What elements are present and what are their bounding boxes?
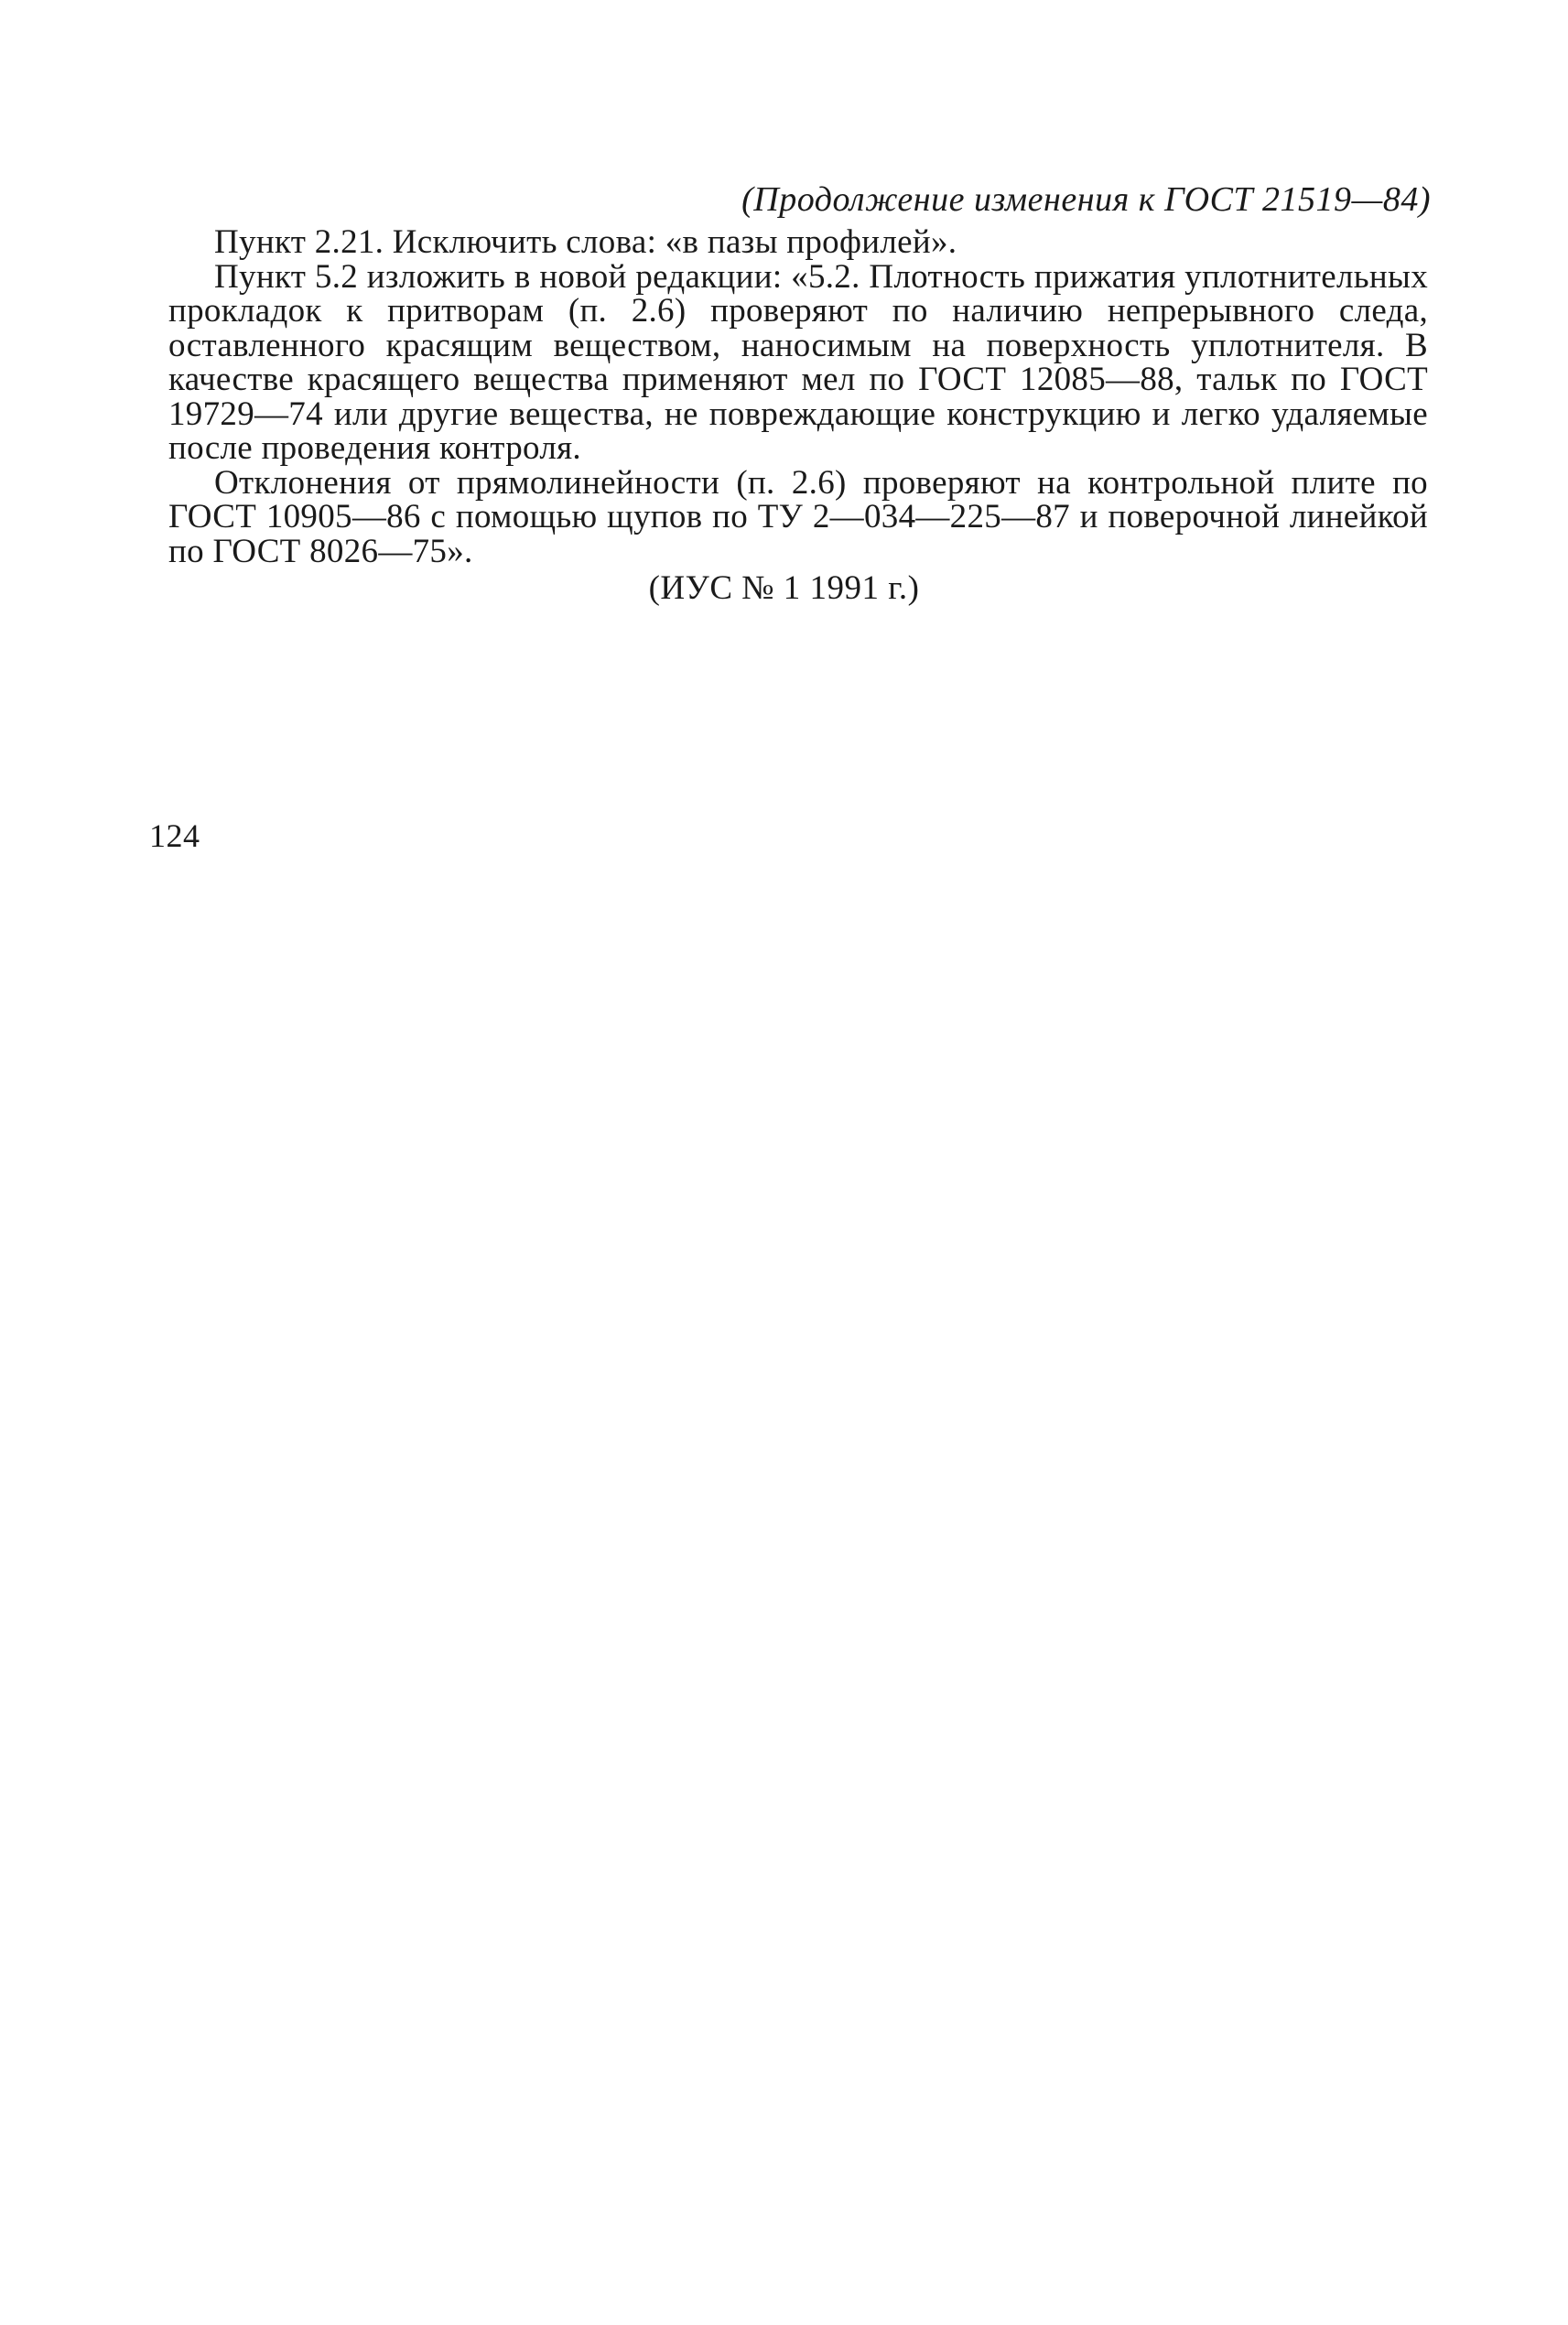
document-body: [168, 225, 1428, 568]
continuation-header: (Продолжение изменения к ГОСТ 21519—84): [741, 180, 1431, 219]
paragraph-point-2-21: Пункт 2.21. Исключить слова: «в пазы профилей».: [214, 223, 957, 261]
paragraph-point-5-2: Пункт 5.2 изложить в новой редакции: «5.2. Плотность прижатия уплотнительных прокладок к притворам (п. 2.6) проверяют по наличию непрерывного следа, оставленного красящим веществом, наносимым на поверхность уплотнителя. В качестве красящего вещества применяют мел по ГОСТ 12085—88, тальк по ГОСТ 19729—74 или другие вещества, не повреждающие конструкцию и легко удаляемые после проведения контроля.: [168, 257, 1428, 467]
page-number: 124: [149, 817, 200, 854]
source-reference: (ИУС № 1 1991 г.): [648, 569, 920, 607]
paragraph-deviations: Отклонения от прямолинейности (п. 2.6) проверяют на контрольной плите по ГОСТ 10905—86 с помощью щупов по ТУ 2—034—225—87 и поверочной линейкой по ГОСТ 8026—75».: [168, 463, 1428, 570]
